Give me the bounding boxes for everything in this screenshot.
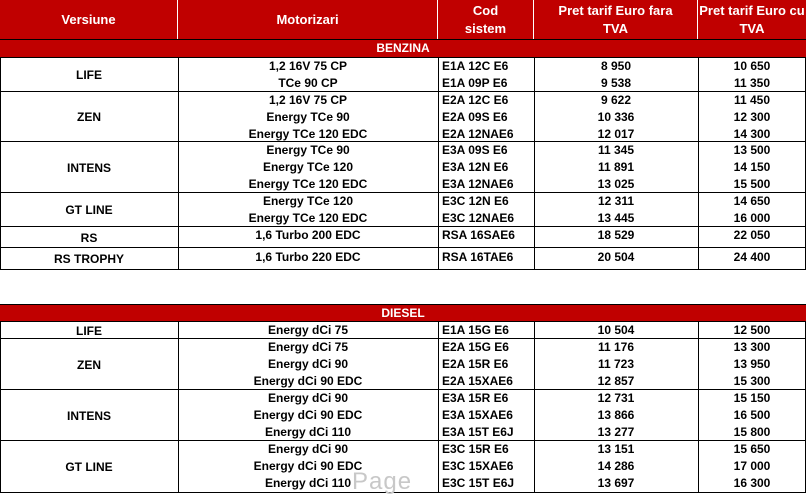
pret-fara-tva-cell: 12 731 <box>597 391 635 405</box>
header-pret-cu-line1: Pret tarif Euro cu <box>699 2 805 18</box>
pret-fara-tva-cell: 12 017 <box>597 127 635 141</box>
cod-sistem-cell: RSA 16TAE6 <box>442 250 514 264</box>
pret-fara-tva-cell: 8 950 <box>600 59 632 73</box>
section-benzina: BENZINA <box>0 39 806 58</box>
pret-cu-tva-cell: 15 150 <box>733 391 771 405</box>
versiune-cell: INTENS <box>66 408 111 423</box>
pret-cu-tva-cell: 14 150 <box>733 160 771 174</box>
cod-sistem-cell: E3C 15XAE6 <box>442 459 514 473</box>
pret-cu-tva-cell: 12 500 <box>733 323 771 337</box>
pret-fara-tva-cell: 9 622 <box>600 93 632 107</box>
pret-cu-tva-cell: 13 950 <box>733 357 771 371</box>
table-row-group <box>0 193 806 227</box>
table-row-group <box>0 92 806 142</box>
cod-sistem-cell: E3A 15T E6J <box>442 425 514 439</box>
motorizare-cell: Energy dCi 75 <box>267 323 349 337</box>
pret-fara-tva-cell: 13 697 <box>597 476 635 490</box>
motorizare-cell: Energy dCi 90 EDC <box>253 408 363 422</box>
cod-sistem-cell: E1A 09P E6 <box>442 76 508 90</box>
pret-fara-tva-cell: 9 538 <box>600 76 632 90</box>
motorizare-cell: 1,2 16V 75 CP <box>268 93 348 107</box>
motorizare-cell: Energy dCi 110 <box>264 425 352 439</box>
pret-cu-tva-cell: 10 650 <box>733 59 771 73</box>
pret-fara-tva-cell: 11 176 <box>597 340 635 354</box>
motorizare-cell: 1,2 16V 75 CP <box>268 59 348 73</box>
cod-sistem-cell: E3A 15R E6 <box>442 391 509 405</box>
cod-sistem-cell: E2A 12NAE6 <box>442 127 514 141</box>
cod-sistem-cell: E3A 12N E6 <box>442 160 509 174</box>
pret-fara-tva-cell: 13 025 <box>597 177 635 191</box>
motorizare-cell: Energy dCi 75 <box>267 340 349 354</box>
motorizare-cell: Energy TCe 120 EDC <box>248 177 368 191</box>
motorizare-cell: Energy dCi 90 EDC <box>253 459 363 473</box>
cod-sistem-cell: E3A 12NAE6 <box>442 177 514 191</box>
table-row-group <box>0 390 806 441</box>
cod-sistem-cell: E2A 12C E6 <box>442 93 509 107</box>
motorizare-cell: Energy dCi 90 <box>267 442 349 456</box>
pret-fara-tva-cell: 12 857 <box>597 374 635 388</box>
pret-cu-tva-cell: 16 300 <box>733 476 771 490</box>
motorizare-cell: 1,6 Turbo 220 EDC <box>255 250 361 264</box>
pret-cu-tva-cell: 15 800 <box>733 425 771 439</box>
cod-sistem-cell: E3C 12NAE6 <box>442 211 515 225</box>
cod-sistem-cell: E1A 12C E6 <box>442 59 509 73</box>
pret-fara-tva-cell: 13 866 <box>597 408 635 422</box>
header-cod-line2: sistem <box>464 20 507 36</box>
versiune-cell: ZEN <box>77 110 101 124</box>
pret-fara-tva-cell: 11 345 <box>597 143 635 157</box>
motorizare-cell: Energy dCi 90 EDC <box>253 374 363 388</box>
pret-cu-tva-cell: 12 300 <box>733 110 771 124</box>
motorizare-cell: Energy TCe 90 <box>266 110 350 124</box>
cod-sistem-cell: E3C 12N E6 <box>442 194 509 208</box>
pret-cu-tva-cell: 15 300 <box>733 374 771 388</box>
pret-cu-tva-cell: 13 300 <box>733 340 771 354</box>
pret-fara-tva-cell: 11 891 <box>597 160 635 174</box>
pret-cu-tva-cell: 14 650 <box>733 194 771 208</box>
pret-cu-tva-cell: 14 300 <box>733 127 771 141</box>
cod-sistem-cell: E3A 15XAE6 <box>442 408 513 422</box>
section-benzina-body <box>0 58 806 270</box>
versiune-cell: ZEN <box>77 357 101 372</box>
header-cod-line1: Cod <box>472 2 499 18</box>
pret-cu-tva-cell: 16 000 <box>733 211 771 225</box>
header-pret-fara-line1: Pret tarif Euro fara <box>558 2 673 18</box>
versiune-cell: LIFE <box>76 323 102 338</box>
cod-sistem-cell: E3A 09S E6 <box>442 143 508 157</box>
pret-fara-tva-cell: 12 311 <box>597 194 635 208</box>
motorizare-cell: Energy dCi 90 <box>267 357 349 371</box>
motorizare-cell: Energy TCe 120 EDC <box>248 127 368 141</box>
pret-cu-tva-cell: 11 350 <box>733 76 771 90</box>
motorizare-cell: 1,6 Turbo 200 EDC <box>255 228 361 242</box>
versiune-cell: RS TROPHY <box>53 252 124 266</box>
versiune-cell: GT LINE <box>65 203 113 217</box>
motorizare-cell: Energy dCi 90 <box>267 391 349 405</box>
header-pret-cu-tva <box>698 0 806 39</box>
section-diesel: DIESEL <box>0 304 806 322</box>
pret-fara-tva-cell: 10 504 <box>597 323 635 337</box>
pret-cu-tva-cell: 17 000 <box>733 459 771 473</box>
cod-sistem-cell: E3C 15T E6J <box>442 476 515 490</box>
motorizare-cell: TCe 90 CP <box>278 76 338 90</box>
pret-fara-tva-cell: 13 445 <box>597 211 635 225</box>
pret-fara-tva-cell: 13 277 <box>597 425 635 439</box>
versiune-cell: GT LINE <box>65 460 113 474</box>
header-versiune: Versiune <box>0 0 178 39</box>
table-row-group <box>0 227 806 248</box>
cod-sistem-cell: E3C 15R E6 <box>442 442 509 456</box>
cod-sistem-cell: E2A 15XAE6 <box>442 374 513 388</box>
header-pret-cu-line2: TVA <box>739 20 765 36</box>
cod-sistem-cell: E2A 15R E6 <box>442 357 509 371</box>
table-row-group <box>0 142 806 193</box>
cod-sistem-cell: E2A 15G E6 <box>442 340 509 354</box>
motorizare-cell: Energy TCe 120 EDC <box>248 211 368 225</box>
header-cod-sistem <box>438 0 534 39</box>
pret-fara-tva-cell: 20 504 <box>597 250 635 264</box>
motorizare-cell: Energy TCe 120 <box>262 194 354 208</box>
pret-cu-tva-cell: 15 500 <box>733 177 771 191</box>
pret-cu-tva-cell: 11 450 <box>733 93 771 107</box>
versiune-cell: INTENS <box>66 160 111 175</box>
pret-cu-tva-cell: 15 650 <box>733 442 771 456</box>
motorizare-cell: Energy dCi 110 <box>264 476 352 490</box>
pret-fara-tva-cell: 14 286 <box>597 459 635 473</box>
cod-sistem-cell: RSA 16SAE6 <box>442 228 515 242</box>
table-row-group <box>0 58 806 92</box>
table-row-group <box>0 322 806 339</box>
pret-cu-tva-cell: 16 500 <box>733 408 771 422</box>
pret-fara-tva-cell: 10 336 <box>597 110 635 124</box>
cod-sistem-cell: E1A 15G E6 <box>442 323 509 337</box>
motorizare-cell: Energy TCe 120 <box>262 160 354 174</box>
pret-cu-tva-cell: 13 500 <box>733 143 771 157</box>
pret-cu-tva-cell: 22 050 <box>733 228 771 242</box>
header-motorizari: Motorizari <box>178 0 438 39</box>
pret-cu-tva-cell: 24 400 <box>733 250 771 264</box>
table-header <box>0 0 806 39</box>
pret-fara-tva-cell: 18 529 <box>597 228 635 242</box>
pret-fara-tva-cell: 13 151 <box>597 442 635 456</box>
header-pret-fara-line2: TVA <box>602 20 629 36</box>
table-row-group <box>0 339 806 390</box>
page-watermark: Page <box>352 468 413 495</box>
motorizare-cell: Energy TCe 90 <box>266 143 350 157</box>
header-pret-fara-tva <box>534 0 698 39</box>
versiune-cell: LIFE <box>76 68 102 82</box>
table-row-group <box>0 248 806 270</box>
cod-sistem-cell: E2A 09S E6 <box>442 110 508 124</box>
pret-fara-tva-cell: 11 723 <box>597 357 635 371</box>
versiune-cell: RS <box>80 230 98 245</box>
